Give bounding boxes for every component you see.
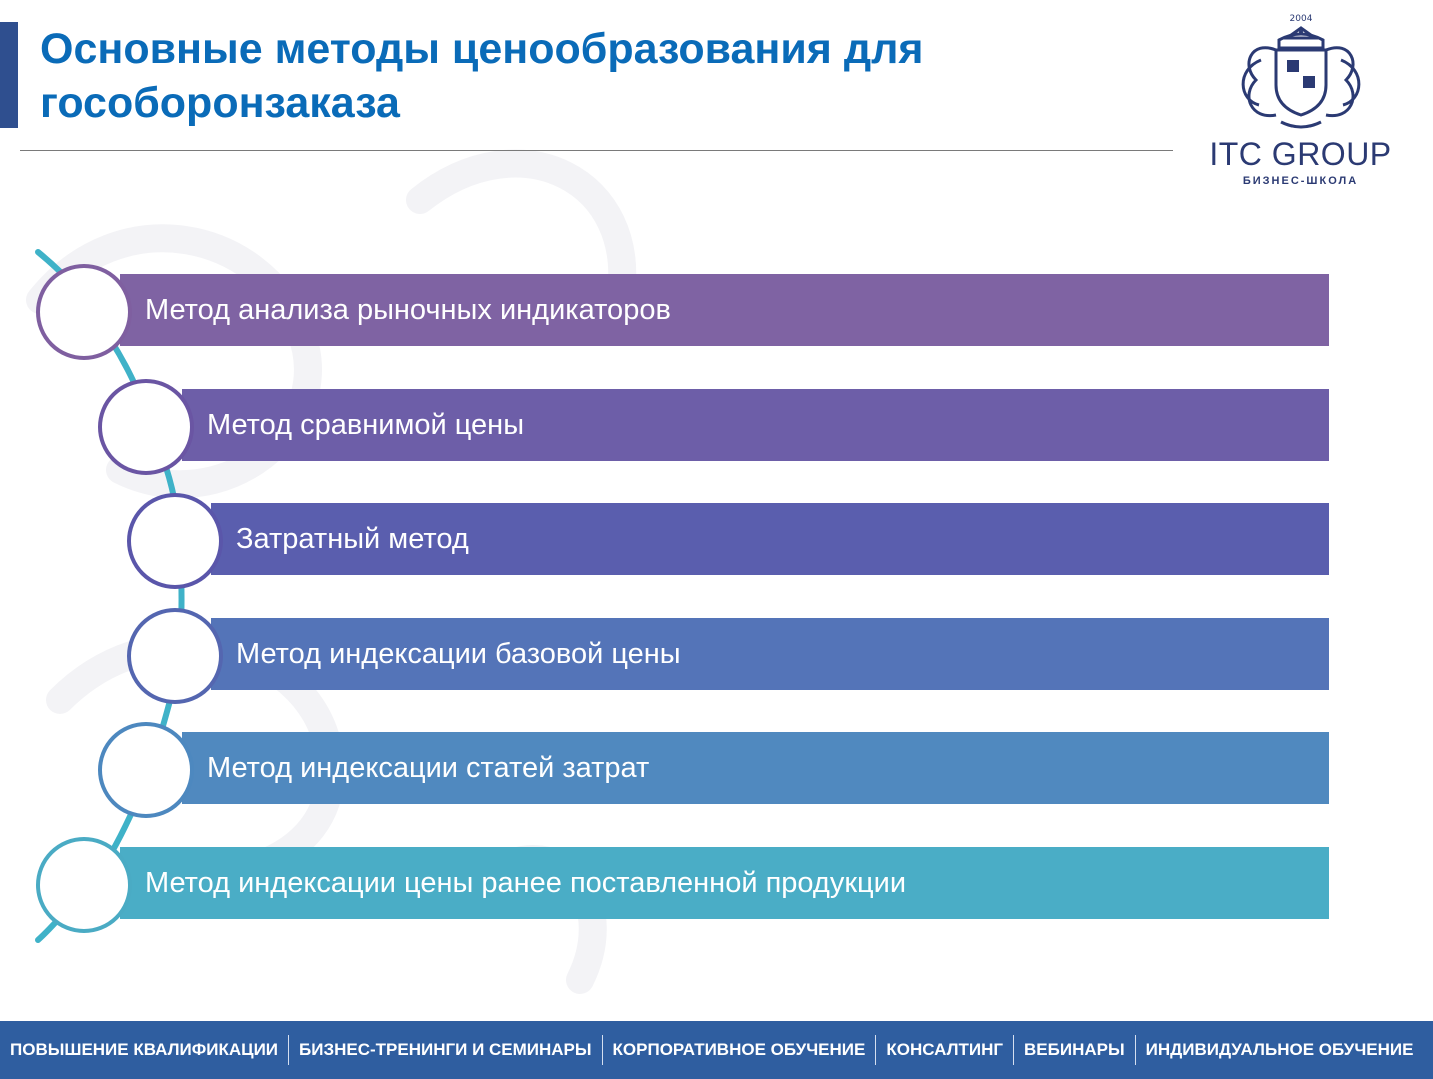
footer-services-bar	[0, 1021, 1433, 1079]
method-marker-circle	[36, 837, 132, 933]
method-label: Метод анализа рыночных индикаторов	[145, 293, 671, 326]
method-bar	[182, 389, 1329, 461]
method-label: Метод индексации статей затрат	[207, 751, 650, 784]
method-marker-circle	[127, 493, 223, 589]
method-label: Метод индексации базовой цены	[236, 637, 681, 670]
footer-service-item: БИЗНЕС-ТРЕНИНГИ И СЕМИНАРЫ	[299, 1040, 592, 1059]
method-bar	[182, 732, 1329, 804]
logo-subtitle: БИЗНЕС-ШКОЛА	[1242, 175, 1359, 187]
method-marker-circle	[127, 608, 223, 704]
method-bar	[120, 847, 1329, 919]
slide-title: Основные методы ценообразования для гособоронзаказа	[40, 25, 924, 127]
footer-service-item: ВЕБИНАРЫ	[1024, 1040, 1125, 1059]
method-label: Затратный метод	[236, 522, 469, 555]
logo-year: 2004	[1289, 14, 1312, 24]
method-marker-circle	[36, 264, 132, 360]
method-bar	[211, 618, 1329, 690]
method-label: Метод сравнимой цены	[207, 408, 525, 441]
logo-name: ITC GROUP	[1209, 136, 1392, 172]
footer-service-item: КОНСАЛТИНГ	[886, 1040, 1004, 1059]
method-label: Метод индексации цены ранее поставленной продукции	[145, 866, 907, 899]
footer-service-item: КОРПОРАТИВНОЕ ОБУЧЕНИЕ	[612, 1040, 866, 1059]
method-marker-circle	[98, 379, 194, 475]
method-bar	[120, 274, 1329, 346]
footer-service-item: ПОВЫШЕНИЕ КВАЛИФИКАЦИИ	[10, 1040, 279, 1059]
method-bar	[211, 503, 1329, 575]
method-marker-circle	[98, 722, 194, 818]
footer-service-item: ИНДИВИДУАЛЬНОЕ ОБУЧЕНИЕ	[1145, 1040, 1414, 1059]
